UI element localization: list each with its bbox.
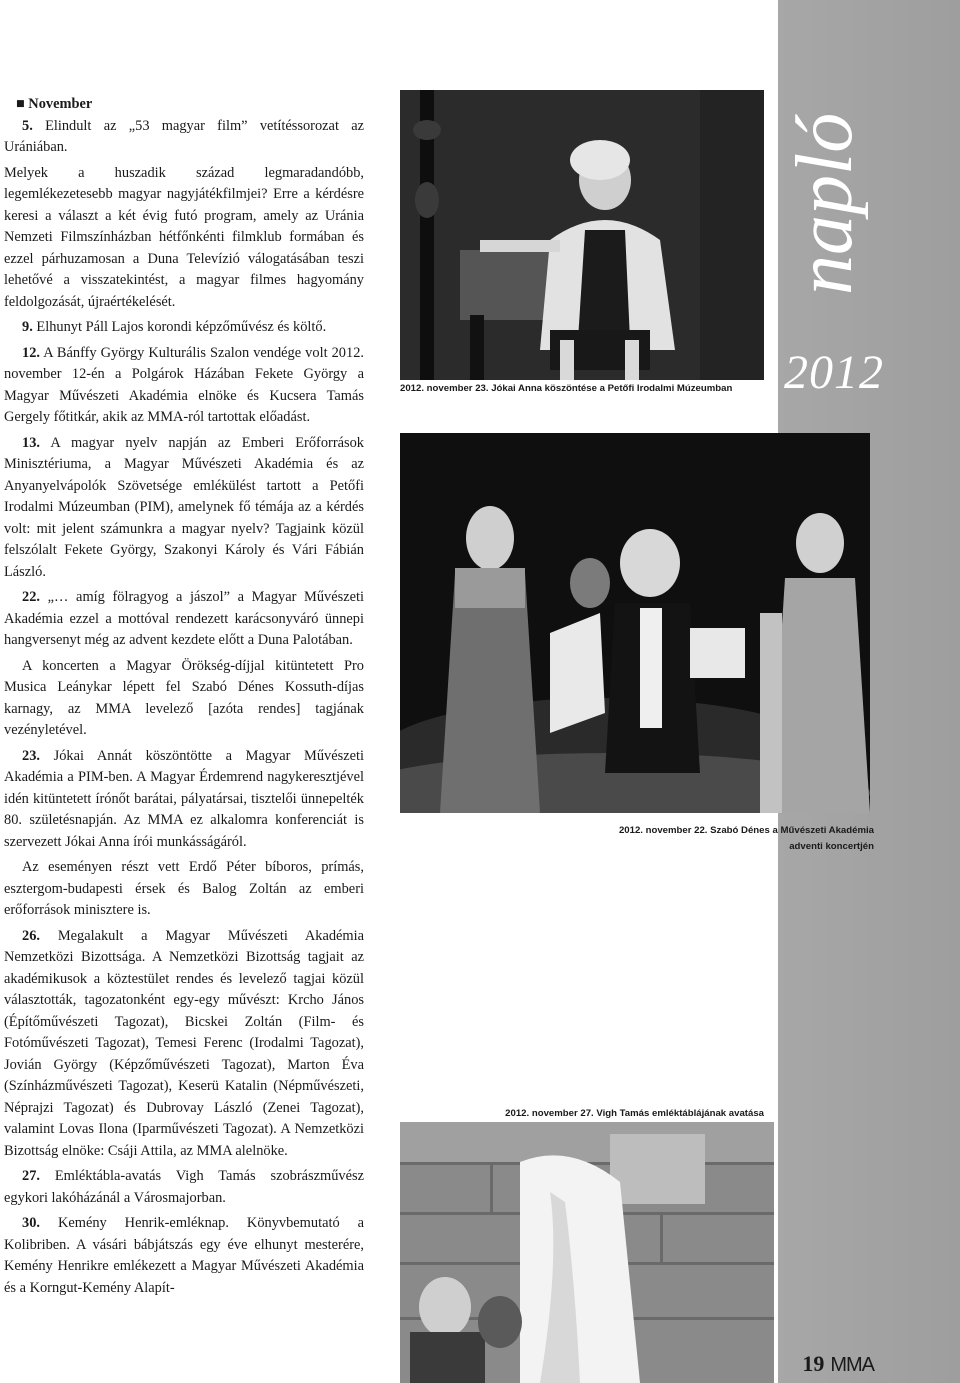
sidebar-year: 2012 (784, 346, 884, 399)
photo-caption: 2012. november 23. Jókai Anna köszöntése a Petőfi Irodalmi Múzeumban (400, 383, 733, 394)
entry: 26. Megalakult a Magyar Művészeti Akadémia Nemzetközi Bizottsága. A Nemzetközi Bizottság tagjait az akadémikusok a köztestület rendes és levelező tagjai közül választották, tagozatonként egy-egy művészt: Krcho János (Építőművészeti Tagozat), Bicskei Zoltán (Film- és Fotóművészeti Tagozat), Temesi Ferenc (Irodalmi Tagozat), Jovián György (Képzőművészeti Tagozat), Marton Éva (Színházművészeti Tagozat), Keserü Katalin (Népművészeti, Néprajzi Tagozat) és Dubrovay László (Zenei Tagozat), valamint Lovas Ilona (Iparművészeti Tagozat). A Nemzetközi Bizottság elnöke: Csáji Attila, az MMA alelnöke. (4, 927, 364, 1159)
article-body (4, 94, 364, 1303)
mma-logo: MMA (830, 1354, 874, 1376)
entry: Az eseményen részt vett Erdő Péter bíboros, prímás, esztergom-budapesti érsek és Balog Zoltán az emberi erőforrások minisztere is. (4, 859, 364, 918)
photo-jokai-anna (400, 90, 764, 380)
month-heading: ■ November (16, 96, 93, 112)
entry: 23. Jókai Annát köszöntötte a Magyar Művészeti Akadémia a PIM-ben. A Magyar Érdemrend nagykeresztjével idén kitüntetett írónőt barátai, pályatársai, tisztelői ünnepelték 80. születésnapján. Az MMA ez alkalomra konferenciát is szervezett Jókai Anna írói munkásságáról. (4, 747, 364, 850)
page-footer (802, 1351, 874, 1377)
photo-caption: 2012. november 27. Vigh Tamás emléktáblájának avatása (505, 1108, 764, 1119)
entry: 30. Kemény Henrik-emléknap. Könyvbemutató a Kolibriben. A vásári bábjátszás egy éve elhunyt mesterére, Kemény Henrikre emlékezett a Magyar Művészeti Akadémia és a Korngut-Kemény Alapít- (4, 1215, 364, 1296)
entry: 22. „… amíg fölragyog a jászol” a Magyar Művészeti Akadémia ezzel a mottóval rendezett karácsonyváró ünnepi hangversenyt még az advent kezdete előtt a Duna Palotában. (4, 589, 364, 648)
photo-emlektabla (400, 1122, 774, 1383)
photo-koncert (400, 433, 870, 813)
entry: A koncerten a Magyar Örökség-díjjal kitüntetett Pro Musica Leánykar lépett fel Szabó Dénes Kossuth-díjas karnagy, az MMA levelező [azóta rendes] tagjának vezényletével. (4, 657, 364, 738)
entry: 27. Emléktábla-avatás Vigh Tamás szobrászművész egykori lakóházánál a Városmajorban. (4, 1168, 364, 1206)
entry: 5. Elindult az „53 magyar film” vetítéssorozat az Urániában. (4, 117, 364, 155)
entry: 9. Elhunyt Páll Lajos korondi képzőművész és költő. (22, 319, 327, 335)
photo-caption: 2012. november 22. Szabó Dénes a Művészeti Akadémia adventi koncertjén (618, 825, 874, 852)
entry: 13. A magyar nyelv napján az Emberi Erőforrások Minisztériuma, a Magyar Művészeti Akadémia és az Anyanyelvápolók Szövetsége emlékülést tartott a Petőfi Irodalmi Múzeumban (PIM), amelynek fő témája az a kérdés volt: mit jelent számunkra a magyar nyelv? Tagjaink közül felszólalt Fekete György, Szakonyi Károly és Vári Fábián László. (4, 434, 364, 580)
entry: Melyek a huszadik század legmaradandóbb, legemlékezetesebb magyar nagyjátékfilmjei? Erre a kérdésre keresi a választ a két évig futó program, amely az Uránia Nemzeti Filmszínházban hétfőnkénti filmklub formában és ezzel párhuzamosan a Duna Televízió válogatásában teszi lehetővé a visszatekintést, a magyar filmes hagyomány feldolgozását, újraértékelését. (4, 164, 364, 310)
sidebar-title: napló (781, 112, 869, 295)
entry: 12. A Bánffy György Kulturális Szalon vendége volt 2012. november 12-én a Polgárok Házában Fekete György a Magyar Művészeti Akadémia elnöke és Kucsera Tamás Gergely főtitkár, akik az MMA-ról tartottak előadást. (4, 344, 364, 425)
page-number: 19 (802, 1351, 825, 1376)
